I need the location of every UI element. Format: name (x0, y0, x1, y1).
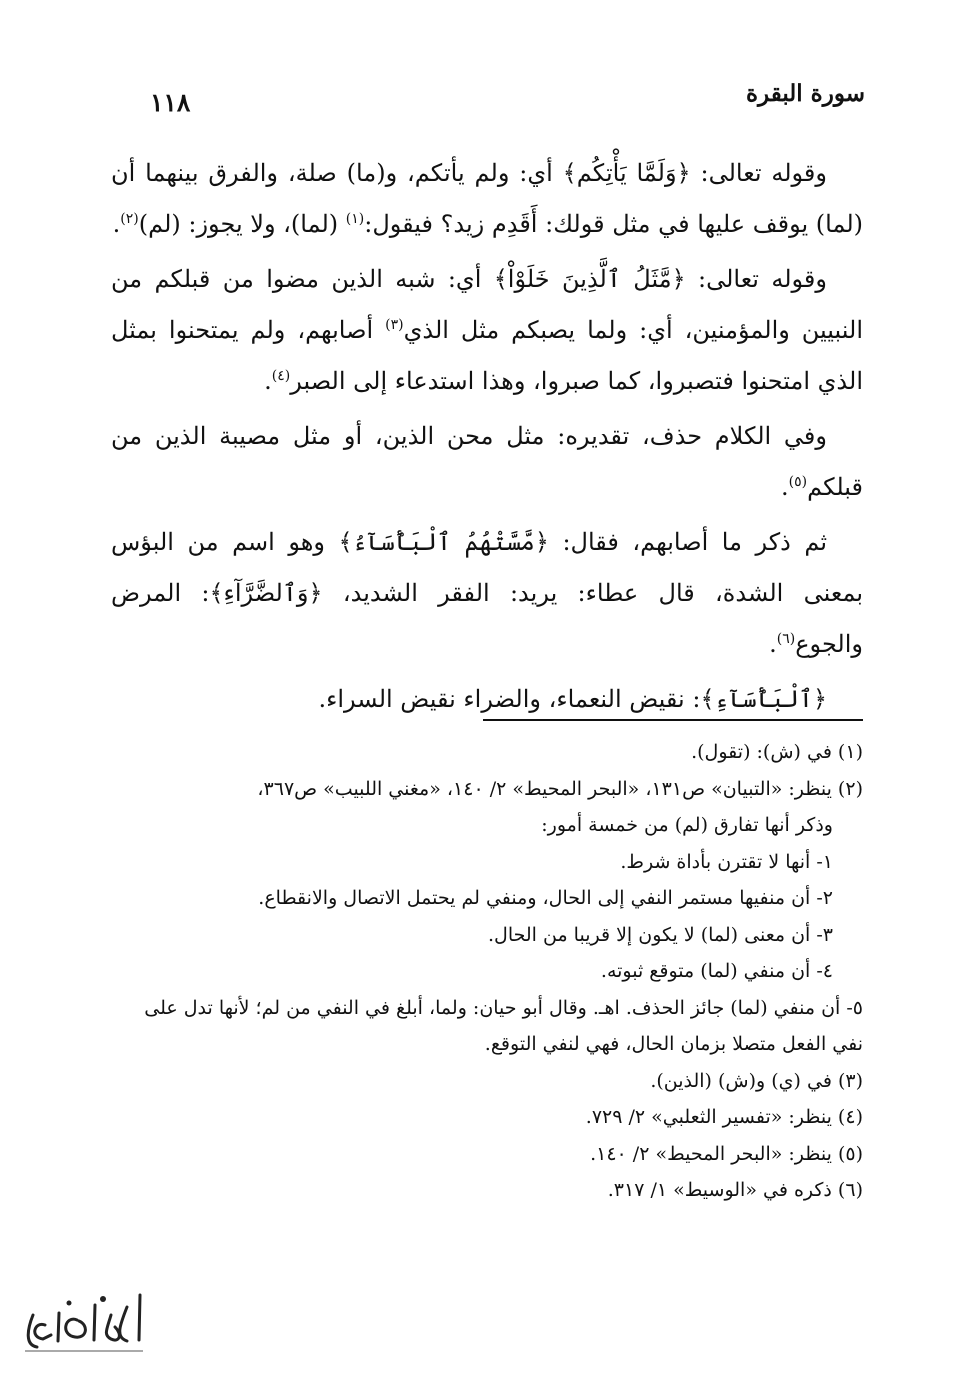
text: وقوله تعالى: (685, 265, 827, 293)
text: . (112, 210, 121, 238)
footnote-2-item-1: ١- أنها لا تقترن بأداة شرط. (620, 850, 833, 873)
main-text (111, 148, 863, 729)
footnote-5: (٥) ينظر: «البحر المحيط» ٢/ ١٤٠. (590, 1142, 863, 1165)
text: أصابهم، ولم يمتحنوا بمثل الذي امتحنوا فتصبروا، كما صبروا، وهذا استدعاء إلى الصبر (111, 316, 863, 395)
text: : المرض والجوع (111, 579, 863, 658)
footnotes (111, 734, 863, 1209)
footnote-2-item-4: ٤- أن منفي (لما) متوقع ثبوته. (600, 960, 833, 982)
footnote-1: (١) في (ش): (تقول). (691, 741, 863, 763)
footnote-ref-4[interactable]: (٤) (271, 368, 291, 384)
text: أي: شبه الذين مضوا من قبلكم من النبيين والمؤمنين، أي: ولما يصبكم مثل الذي (111, 265, 864, 344)
calligraphy-logo-icon (15, 1285, 150, 1365)
page-number: ١١٨ (150, 88, 191, 117)
surah-title: سورة البقرة (745, 80, 865, 107)
paragraph-5 (111, 674, 863, 725)
text: . (781, 473, 789, 501)
quran-verse: ﴿مَّثَلُ ٱلَّذِينَ خَلَوْاْ﴾ (493, 265, 686, 293)
publisher-logo (15, 1285, 150, 1365)
text: . (769, 630, 777, 658)
footnote-2-item-3: ٣- أن معنى (لما) لا يكون إلا قريبا من الحال. (487, 923, 833, 946)
footnote-ref-3[interactable]: (٣) (385, 317, 404, 333)
text: ثم ذكر ما أصابهم، فقال: (548, 528, 827, 556)
footnote-ref-5[interactable]: (٥) (788, 474, 808, 490)
paragraph-1 (111, 148, 863, 250)
footnote-2-item-2: ٢- أن منفيها مستمر النفي إلى الحال، ومنفي لم يحتمل الاتصال والانقطاع. (258, 887, 833, 909)
text: وفي الكلام حذف، تقديره: مثل محن الذين، أو مثل مصيبة الذين من قبلكم (111, 422, 863, 501)
paragraph-3 (111, 411, 863, 513)
footnote-ref-2[interactable]: (٢) (120, 211, 139, 227)
text: : نقيض النعماء، والضراء نقيض السراء. (318, 685, 701, 713)
quran-verse: ﴿وَٱلضَّرَّآءِ﴾ (209, 579, 323, 607)
quran-verse: ﴿ٱلْبَأْسَآءِ﴾ (700, 685, 827, 713)
footnote-2-cont: وذكر أنها تفارق (لم) من خمسة أمور: (541, 814, 833, 836)
footnote-ref-1[interactable]: (١) (345, 211, 365, 227)
quran-verse: ﴿مَّسَّتْهُمُ ٱلْبَأْسَآءُ﴾ (338, 528, 549, 556)
text: . (264, 367, 272, 395)
text: (لما)، ولا يجوز: (لم) (138, 210, 346, 238)
text: وقوله تعالى: (690, 159, 827, 187)
text: أي: ولم يأتكم، و(ما) صلة، والفرق بينهما أن (لما) يوقف عليها في مثل قولك: أَقَدِم زيد؟ فيقول: (111, 159, 863, 238)
footnote-2: (٢) ينظر: «التبيان» ص١٣١، «البحر المحيط» ٢/ ١٤٠، «مغني اللبيب» ص٣٦٧، (257, 777, 863, 800)
footnote-ref-6[interactable]: (٦) (776, 631, 796, 647)
footnote-divider (483, 719, 863, 721)
text: وهو اسم من البؤس بمعنى الشدة، قال عطاء: يريد: الفقر الشديد، (111, 528, 863, 607)
footnote-3: (٣) في (ي) و(ش) (الذين). (650, 1069, 863, 1092)
paragraph-4 (111, 517, 863, 670)
footnote-6: (٦) ذكره في «الوسيط» ١/ ٣١٧. (607, 1179, 863, 1201)
footnote-4: (٤) ينظر: «تفسير الثعلبي» ٢/ ٧٢٩. (585, 1106, 863, 1128)
footnote-2-item-5: ٥- أن منفي (لما) جائز الحذف. اهـ. وقال أبو حيان: ولما، أبلغ في النفي من لم؛ لأنها تدل على نفي الفعل متصلا بزمان الحال، فهي لنفي التوقع. (144, 996, 863, 1055)
quran-verse: ﴿وَلَمَّا يَأْتِكُم﴾ (562, 159, 691, 187)
paragraph-2 (111, 254, 863, 407)
